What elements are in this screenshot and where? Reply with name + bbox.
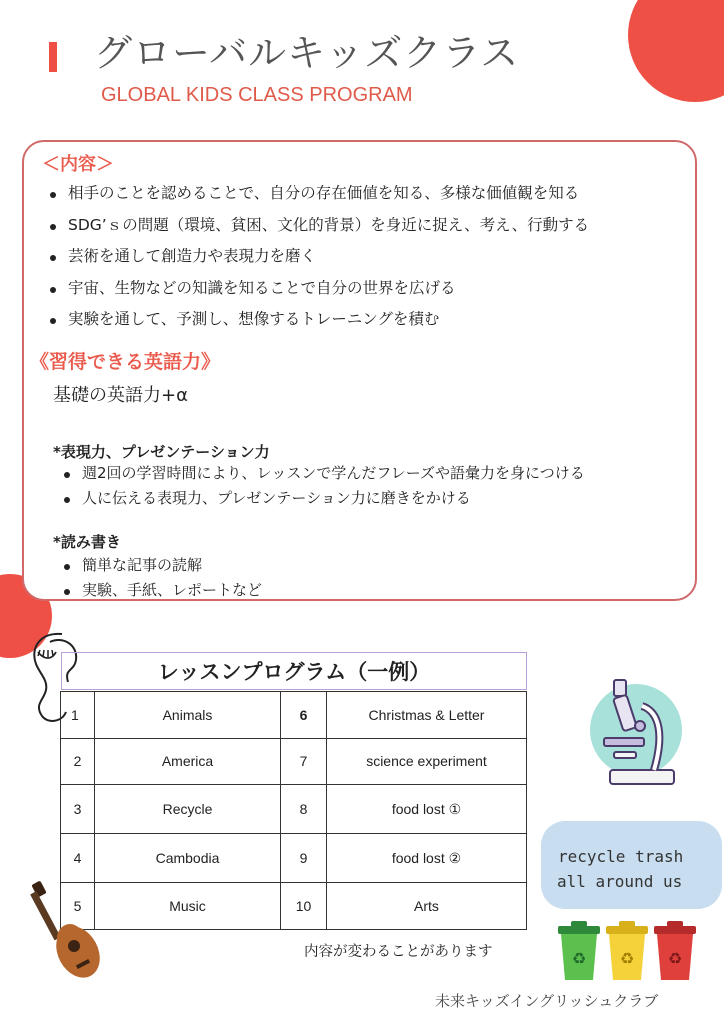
reading-list	[62, 553, 262, 603]
list-item: 相手のことを認めることで、自分の存在価値を知る、多様な価値観を知る	[48, 178, 589, 210]
program-table	[60, 691, 527, 930]
lesson-name: Christmas & Letter	[327, 692, 527, 739]
list-item: 実験を通して、予測し、想像するトレーニングを積む	[48, 304, 589, 336]
expression-list	[62, 461, 585, 511]
lesson-name: food lost ②	[327, 834, 527, 883]
lesson-name: food lost ①	[327, 785, 527, 834]
expression-heading: *表現力、プレゼンテーション力	[53, 443, 270, 461]
lesson-name: Arts	[327, 883, 527, 930]
lesson-name: Animals	[95, 692, 281, 739]
table-row	[61, 834, 527, 883]
table-row	[61, 692, 527, 739]
corner-circle-decoration	[628, 0, 724, 102]
list-item: 宇宙、生物などの知識を知ることで自分の世界を広げる	[48, 273, 589, 305]
list-item: 週2回の学習時間により、レッスンで学んだフレーズや語彙力を身につける	[62, 461, 585, 486]
table-row	[61, 883, 527, 930]
recycle-bins-icon	[555, 918, 701, 984]
list-item: 簡単な記事の読解	[62, 553, 262, 578]
english-heading: 《習得できる英語力》	[30, 351, 221, 373]
table-row	[61, 785, 527, 834]
list-item: 芸術を通して創造力や表現力を磨く	[48, 241, 589, 273]
list-item: 実験、手紙、レポートなど	[62, 578, 262, 603]
lesson-name: Music	[95, 883, 281, 930]
table-row	[61, 738, 527, 785]
title-accent-bar	[49, 42, 57, 72]
lesson-number: 6	[281, 692, 327, 739]
list-item: SDG’ｓの問題（環境、貧困、文化的背景）を身近に捉え、考え、行動する	[48, 210, 589, 242]
svg-text:♻: ♻	[571, 949, 587, 968]
lesson-number: 2	[61, 738, 95, 785]
content-list	[48, 178, 589, 336]
reading-heading: *読み書き	[53, 533, 121, 551]
page-subtitle: GLOBAL KIDS CLASS PROGRAM	[101, 84, 413, 106]
lesson-name: science experiment	[327, 738, 527, 785]
lesson-number: 8	[281, 785, 327, 834]
svg-text:♻: ♻	[667, 949, 683, 968]
list-item: 人に伝える表現力、プレゼンテーション力に磨きをかける	[62, 486, 585, 511]
lesson-number: 3	[61, 785, 95, 834]
lesson-number: 4	[61, 834, 95, 883]
lesson-number: 1	[61, 692, 95, 739]
lesson-number: 10	[281, 883, 327, 930]
ukulele-icon	[30, 880, 102, 986]
lesson-name: Recycle	[95, 785, 281, 834]
footer-club-name: 未来キッズイングリッシュクラブ	[435, 992, 659, 1010]
microscope-icon	[584, 676, 684, 792]
lesson-number: 7	[281, 738, 327, 785]
recycle-text-line-1: recycle trash	[558, 847, 684, 866]
lesson-name: Cambodia	[95, 834, 281, 883]
lesson-name: America	[95, 738, 281, 785]
english-base-text: 基礎の英語力+α	[53, 385, 188, 406]
program-title: レッスンプログラム（一例）	[61, 652, 527, 690]
content-heading: ＜内容＞	[42, 154, 114, 175]
page-title: グローバルキッズクラス	[94, 31, 520, 75]
recycle-text-line-2: all around us	[557, 872, 683, 891]
svg-text:♻: ♻	[619, 949, 635, 968]
program-note: 内容が変わることがあります	[304, 944, 493, 960]
lesson-number: 9	[281, 834, 327, 883]
lesson-number: 5	[61, 883, 95, 930]
